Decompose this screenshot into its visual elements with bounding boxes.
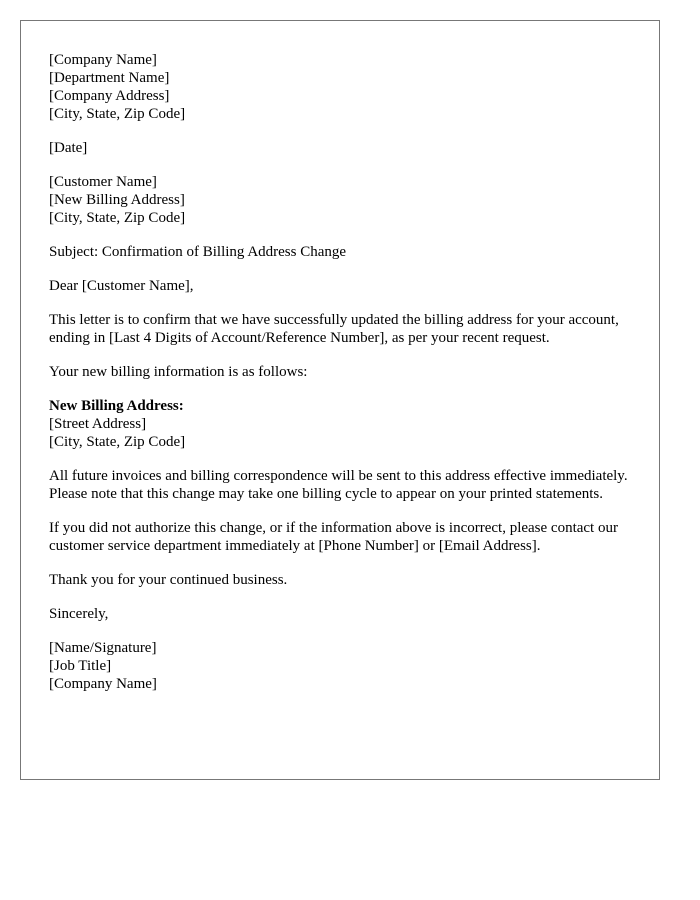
new-billing-address-heading: New Billing Address: xyxy=(49,398,184,414)
letter-page xyxy=(20,20,660,780)
paragraph-confirmation: This letter is to confirm that we have successfully updated the billing address for your account, ending in [Last 4 Digits of Account/Reference Number], as per your recent request. xyxy=(49,312,619,346)
date-block xyxy=(49,139,631,157)
paragraph-contact: If you did not authorize this change, or if the information above is incorrect, please contact our customer service department immediately at [Phone Number] or [Email Address]. xyxy=(49,520,618,554)
sender-company-address: [Company Address] xyxy=(49,88,170,104)
new-billing-street: [Street Address] xyxy=(49,416,147,432)
recipient-name: [Customer Name] xyxy=(49,174,157,190)
sender-department-name: [Department Name] xyxy=(49,70,170,86)
recipient-city-state-zip: [City, State, Zip Code] xyxy=(49,210,186,226)
paragraph-new-info-intro: Your new billing information is as follows: xyxy=(49,364,308,380)
new-billing-city-state-zip: [City, State, Zip Code] xyxy=(49,434,186,450)
sender-address-block xyxy=(49,51,631,123)
sender-city-state-zip: [City, State, Zip Code] xyxy=(49,106,186,122)
letter-closing: Sincerely, xyxy=(49,606,109,622)
letter-salutation: Dear [Customer Name], xyxy=(49,278,194,294)
sender-company-name: [Company Name] xyxy=(49,52,157,68)
signature-company-name: [Company Name] xyxy=(49,676,157,692)
recipient-billing-address: [New Billing Address] xyxy=(49,192,185,208)
signature-job-title: [Job Title] xyxy=(49,658,112,674)
paragraph-thanks: Thank you for your continued business. xyxy=(49,572,288,588)
letter-date: [Date] xyxy=(49,140,88,156)
recipient-address-block xyxy=(49,173,631,227)
paragraph-future-invoices: All future invoices and billing correspondence will be sent to this address effective immediately. Please note that this change may take one billing cycle to appear on your printed statements. xyxy=(49,468,628,502)
signature-block xyxy=(49,639,631,693)
signature-name: [Name/Signature] xyxy=(49,640,157,656)
letter-subject: Subject: Confirmation of Billing Address Change xyxy=(49,244,347,260)
new-billing-address-block xyxy=(49,397,631,451)
